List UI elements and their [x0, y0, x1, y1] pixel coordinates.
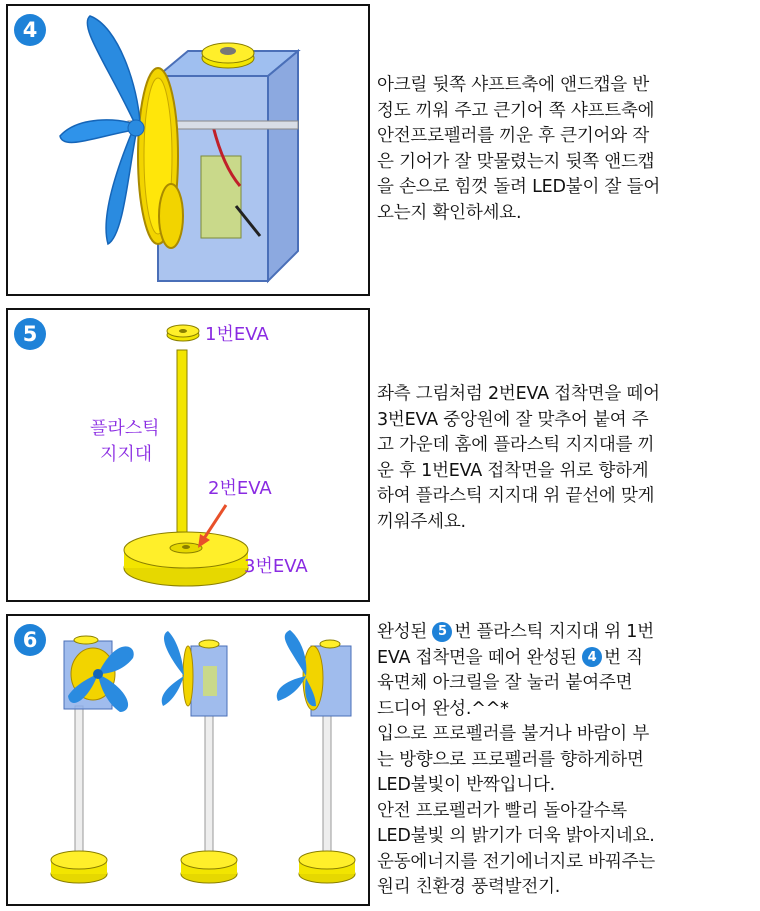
- step-5-line-1: 좌측 그림처럼 2번EVA 접착면을 떼어: [377, 384, 660, 404]
- step-4-line-5: 을 손으로 힘껏 돌려 LED불이 잘 들어: [377, 177, 661, 197]
- stick-label-line-1: 플라스틱: [90, 418, 160, 439]
- step-6-line-1: [377, 620, 655, 646]
- step-5-description: [377, 382, 660, 535]
- step-4-line-3: 안전프로펠러를 끼운 후 큰기어와 작: [377, 126, 650, 146]
- step-4-line-4: 은 기어가 잘 맞물렸는지 뒷쪽 앤드캡: [377, 151, 655, 172]
- step-6-line-2: [377, 646, 655, 672]
- step-4-description: [377, 73, 660, 226]
- eva-3-label: 3번EVA: [244, 556, 308, 577]
- step-4-reference-badge: 4: [582, 647, 602, 667]
- step-6-badge: 6: [14, 624, 46, 656]
- step-4-line-1: 아크릴 뒷쪽 샤프트축에 앤드캡을 반: [377, 75, 650, 95]
- step-5-line-2: 3번EVA 중앙원에 잘 맞추어 붙여 주: [377, 409, 649, 430]
- step-6-description: [377, 620, 655, 901]
- step-5-line-4: 운 후 1번EVA 접착면을 위로 향하게: [377, 460, 649, 481]
- plastic-stick: [177, 350, 187, 532]
- step-6-line-4: 드디어 완성.^^*: [377, 698, 509, 719]
- finished-generator-side: [162, 631, 237, 883]
- finished-generator-back: [277, 630, 355, 883]
- step-6-line-3: 육면체 아크릴을 잘 눌러 붙여주면: [377, 673, 633, 693]
- step-6-line-11: 원리 친환경 풍력발전기.: [377, 877, 561, 897]
- finished-generator-front: [51, 636, 134, 883]
- step-5-badge: 5: [14, 318, 46, 350]
- step-6-line-5: 입으로 프로펠러를 불거나 바람이 부: [377, 724, 650, 744]
- step-6-line-1-post: 번 플라스틱 지지대 위 1번: [454, 622, 654, 642]
- step-5-illustration-panel: [6, 308, 370, 602]
- step-6-line-8: 안전 프로펠러가 빨리 돌아갈수록: [377, 800, 627, 821]
- step-5-line-5: 하여 플라스틱 지지대 위 끝선에 맞게: [377, 486, 655, 506]
- step-6-line-7: LED불빛이 반짝입니다.: [377, 775, 556, 795]
- eva-2-label: 2번EVA: [208, 478, 272, 499]
- generator-assembly-illustration: [8, 6, 368, 294]
- step-4-badge: 4: [14, 14, 46, 46]
- stand-assembly-illustration: [8, 310, 368, 600]
- step-4-line-6: 오는지 확인하세요.: [377, 202, 522, 223]
- step-6-illustration-panel: [6, 614, 370, 906]
- step-5-line-3: 고 가운데 홈에 플라스틱 지지대를 끼: [377, 435, 655, 455]
- step-4-line-2: 정도 끼워 주고 큰기어 쪽 샤프트축에: [377, 100, 655, 121]
- step-6-line-10: 운동에너지를 전기에너지로 바꿔주는: [377, 851, 656, 872]
- step-6-line-2-pre: EVA 접착면을 떼어 완성된: [377, 647, 583, 668]
- step-6-line-2-post: 번 직: [604, 647, 643, 668]
- step-5-line-6: 끼워주세요.: [377, 511, 466, 532]
- stick-label-line-2: 지지대: [100, 444, 153, 465]
- step-5-reference-badge: 5: [432, 622, 452, 642]
- step-6-line-1-pre: 완성된: [377, 622, 433, 642]
- step-6-line-6: 는 방향으로 프로펠러를 향하게하면: [377, 749, 644, 770]
- eva-1-label: 1번EVA: [205, 324, 269, 345]
- step-6-line-9: LED불빛 의 밝기가 더욱 밝아지네요.: [377, 826, 655, 846]
- finished-generators-illustration: [8, 616, 368, 904]
- step-4-illustration-panel: [6, 4, 370, 296]
